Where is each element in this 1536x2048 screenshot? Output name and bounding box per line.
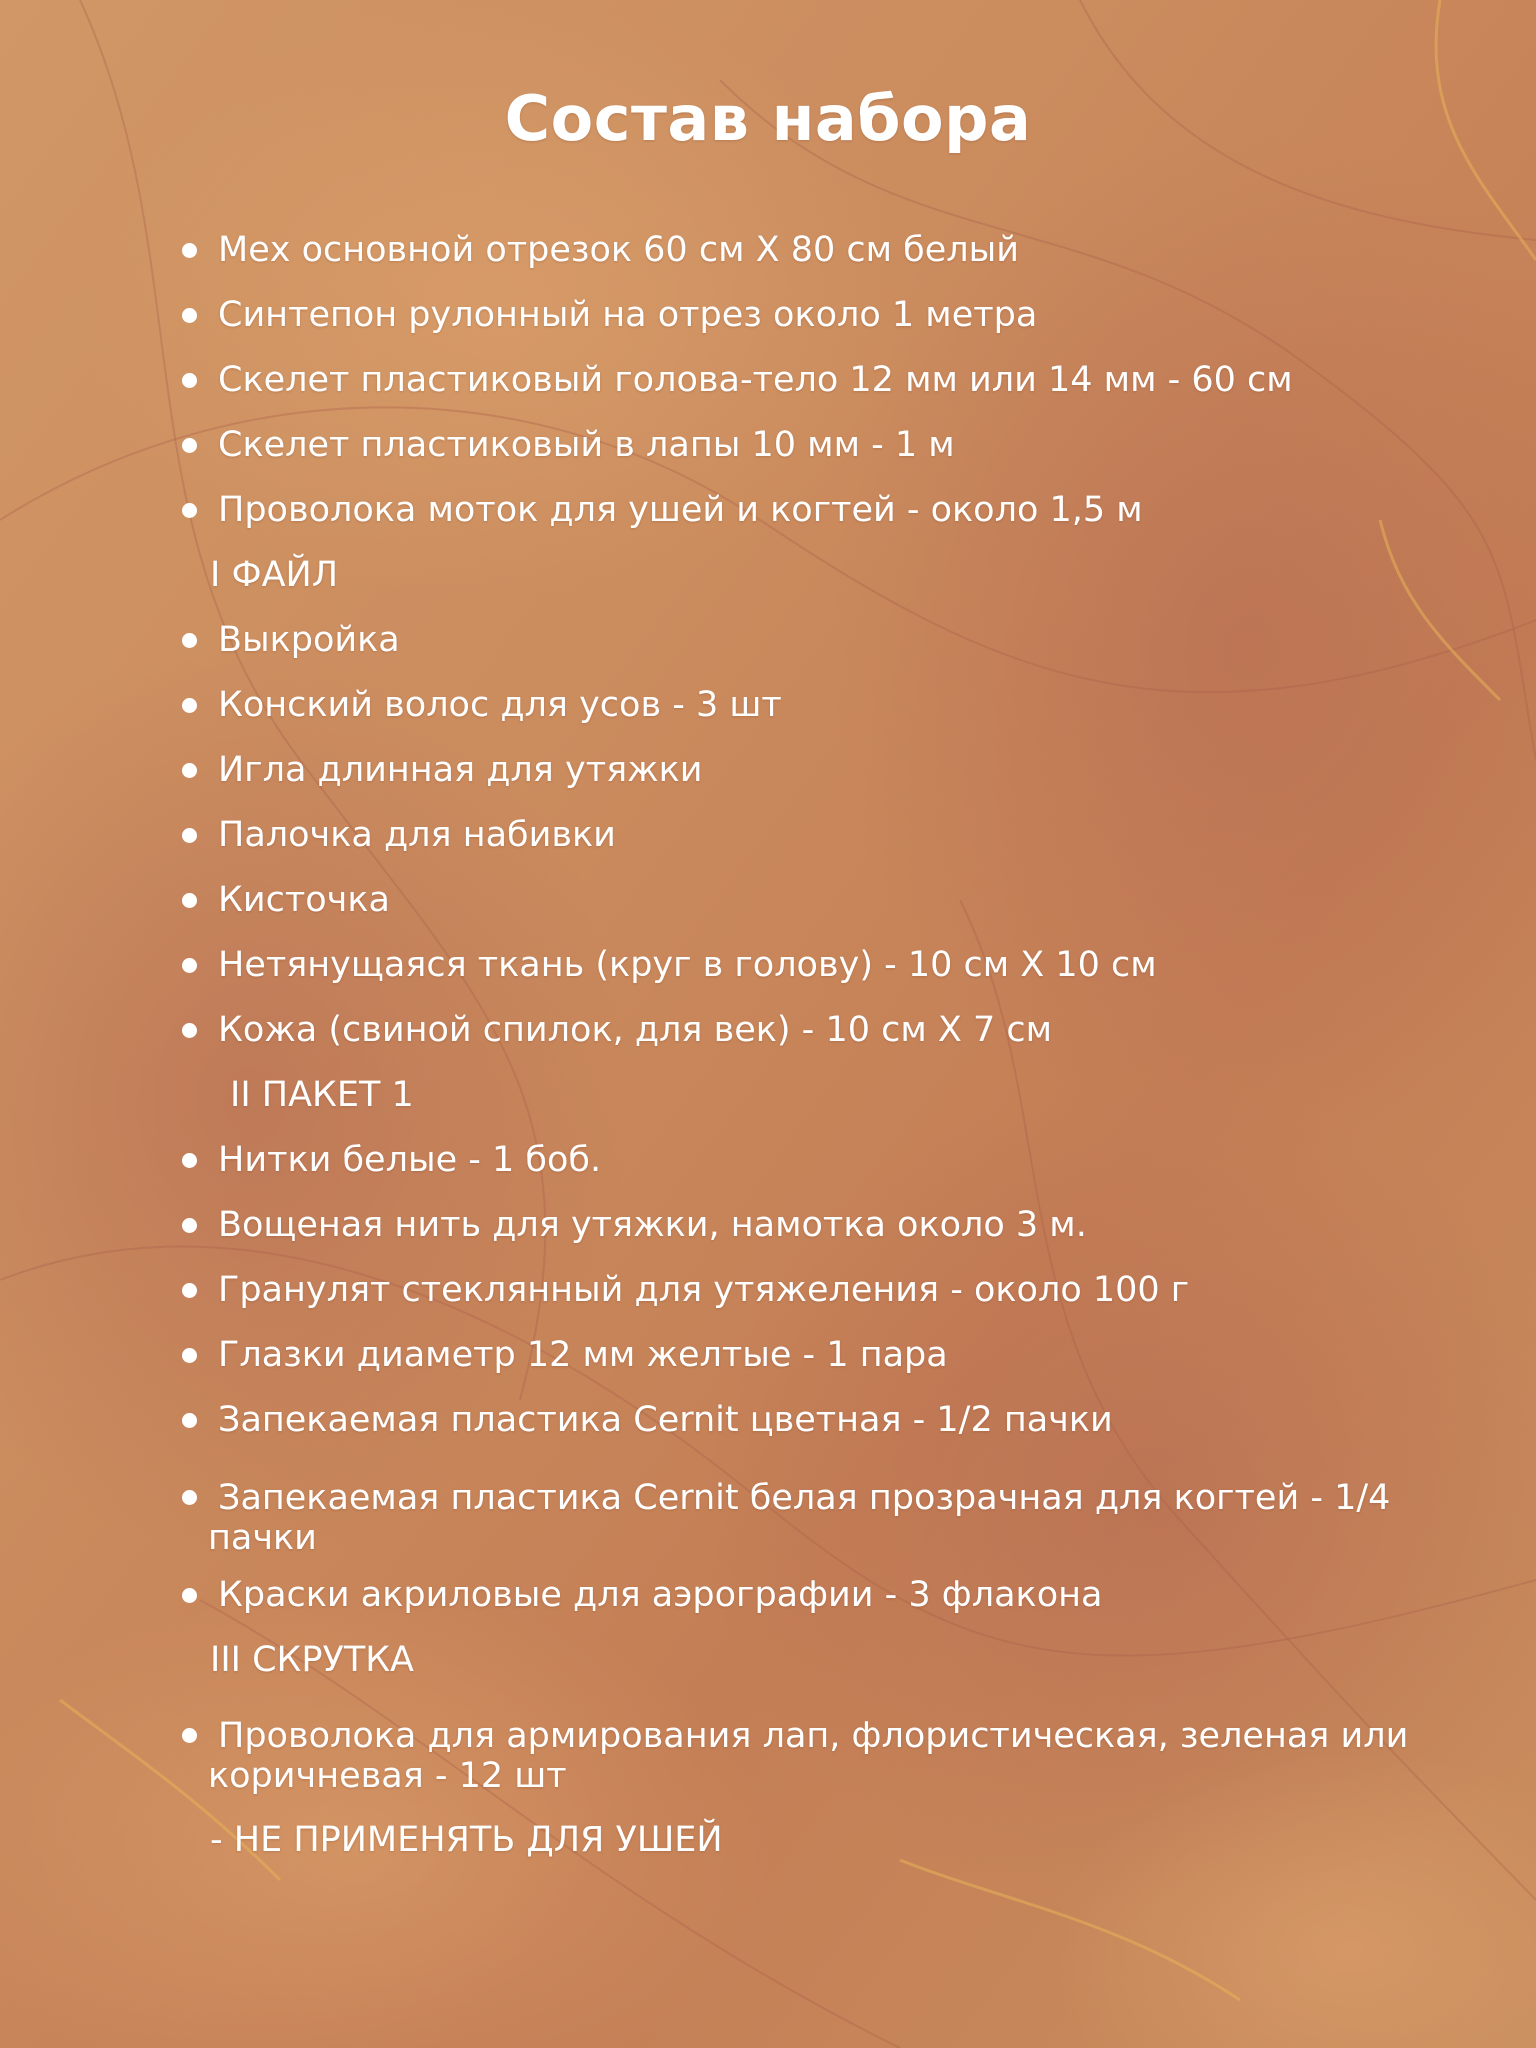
bullet-icon: [182, 243, 197, 258]
list-item-text: Игла длинная для утяжки: [218, 750, 703, 790]
list-item-text: Запекаемая пластика Cernit цветная - 1/2 пачки: [218, 1400, 1113, 1440]
list-item-text: Кожа (свиной спилок, для век) - 10 см Х 7 см: [218, 1010, 1053, 1050]
bullet-icon: [182, 1413, 197, 1428]
list-item-text: Синтепон рулонный на отрез около 1 метра: [218, 295, 1038, 335]
bullet-icon: [182, 1490, 197, 1505]
list-item-text: Краски акриловые для аэрографии - 3 флакона: [218, 1575, 1103, 1615]
bullet-icon: [182, 1218, 197, 1233]
list-item: [180, 685, 1508, 725]
list-item: [180, 1478, 1498, 1558]
bullet-icon: [182, 1023, 197, 1038]
bullet-icon: [182, 503, 197, 518]
list-item-text: Проволока для армирования лап, флористическая, зеленая или коричневая - 12 шт: [208, 1716, 1409, 1796]
list-item: [180, 425, 1508, 465]
bullet-icon: [182, 698, 197, 713]
list-item-text: Глазки диаметр 12 мм желтые - 1 пара: [218, 1335, 948, 1375]
bullet-icon: [182, 893, 197, 908]
list-item: [180, 1140, 1508, 1180]
list-item-text: Мех основной отрезок 60 см Х 80 см белый: [218, 230, 1020, 270]
list-item: [180, 750, 1508, 790]
list-item: [180, 1010, 1508, 1050]
list-item-text: Нетянущаяся ткань (круг в голову) - 10 см Х 10 см: [218, 945, 1157, 985]
section-header: - НЕ ПРИМЕНЯТЬ ДЛЯ УШЕЙ: [210, 1820, 723, 1860]
bullet-icon: [182, 438, 197, 453]
list-item-text: Нитки белые - 1 боб.: [218, 1140, 602, 1180]
list-item: [180, 1335, 1508, 1375]
list-item: [180, 1716, 1498, 1796]
bullet-icon: [182, 308, 197, 323]
list-item-text: Кисточка: [218, 880, 390, 920]
list-item: [180, 880, 1508, 920]
list-item-text: Проволока моток для ушей и когтей - около 1,5 м: [218, 490, 1143, 530]
list-item-text: Запекаемая пластика Cernit белая прозрачная для когтей - 1/4 пачки: [208, 1478, 1391, 1558]
list-item: [180, 295, 1508, 335]
list-item-text: Вощеная нить для утяжки, намотка около 3 м.: [218, 1205, 1087, 1245]
bullet-icon: [182, 1728, 197, 1743]
section-header: II ПАКЕТ 1: [230, 1075, 414, 1115]
list-item: [180, 360, 1508, 400]
list-item: [180, 620, 1508, 660]
list-item-text: Гранулят стеклянный для утяжеления - около 100 г: [218, 1270, 1190, 1310]
bullet-icon: [182, 633, 197, 648]
list-item: [180, 1575, 1508, 1615]
list-item-text: Палочка для набивки: [218, 815, 616, 855]
bullet-icon: [182, 763, 197, 778]
list-item: [180, 1270, 1508, 1310]
bullet-icon: [182, 373, 197, 388]
list-item-text: Скелет пластиковый голова-тело 12 мм или 14 мм - 60 см: [218, 360, 1293, 400]
bullet-icon: [182, 828, 197, 843]
list-item: [180, 230, 1508, 270]
list-item: [180, 1205, 1508, 1245]
list-item-text: Скелет пластиковый в лапы 10 мм - 1 м: [218, 425, 955, 465]
bullet-icon: [182, 1283, 197, 1298]
bullet-icon: [182, 958, 197, 973]
bullet-icon: [182, 1348, 197, 1363]
list-item: [180, 815, 1508, 855]
list-item: [180, 490, 1508, 530]
bullet-icon: [182, 1588, 197, 1603]
list-item: [180, 945, 1508, 985]
list-item-text: Выкройка: [218, 620, 400, 660]
section-header: III СКРУТКА: [210, 1640, 414, 1680]
page-title: Состав набора: [504, 82, 1032, 155]
list-item-text: Конский волос для усов - 3 шт: [218, 685, 782, 725]
bullet-icon: [182, 1153, 197, 1168]
section-header: I ФАЙЛ: [210, 555, 339, 595]
list-item: [180, 1400, 1508, 1440]
